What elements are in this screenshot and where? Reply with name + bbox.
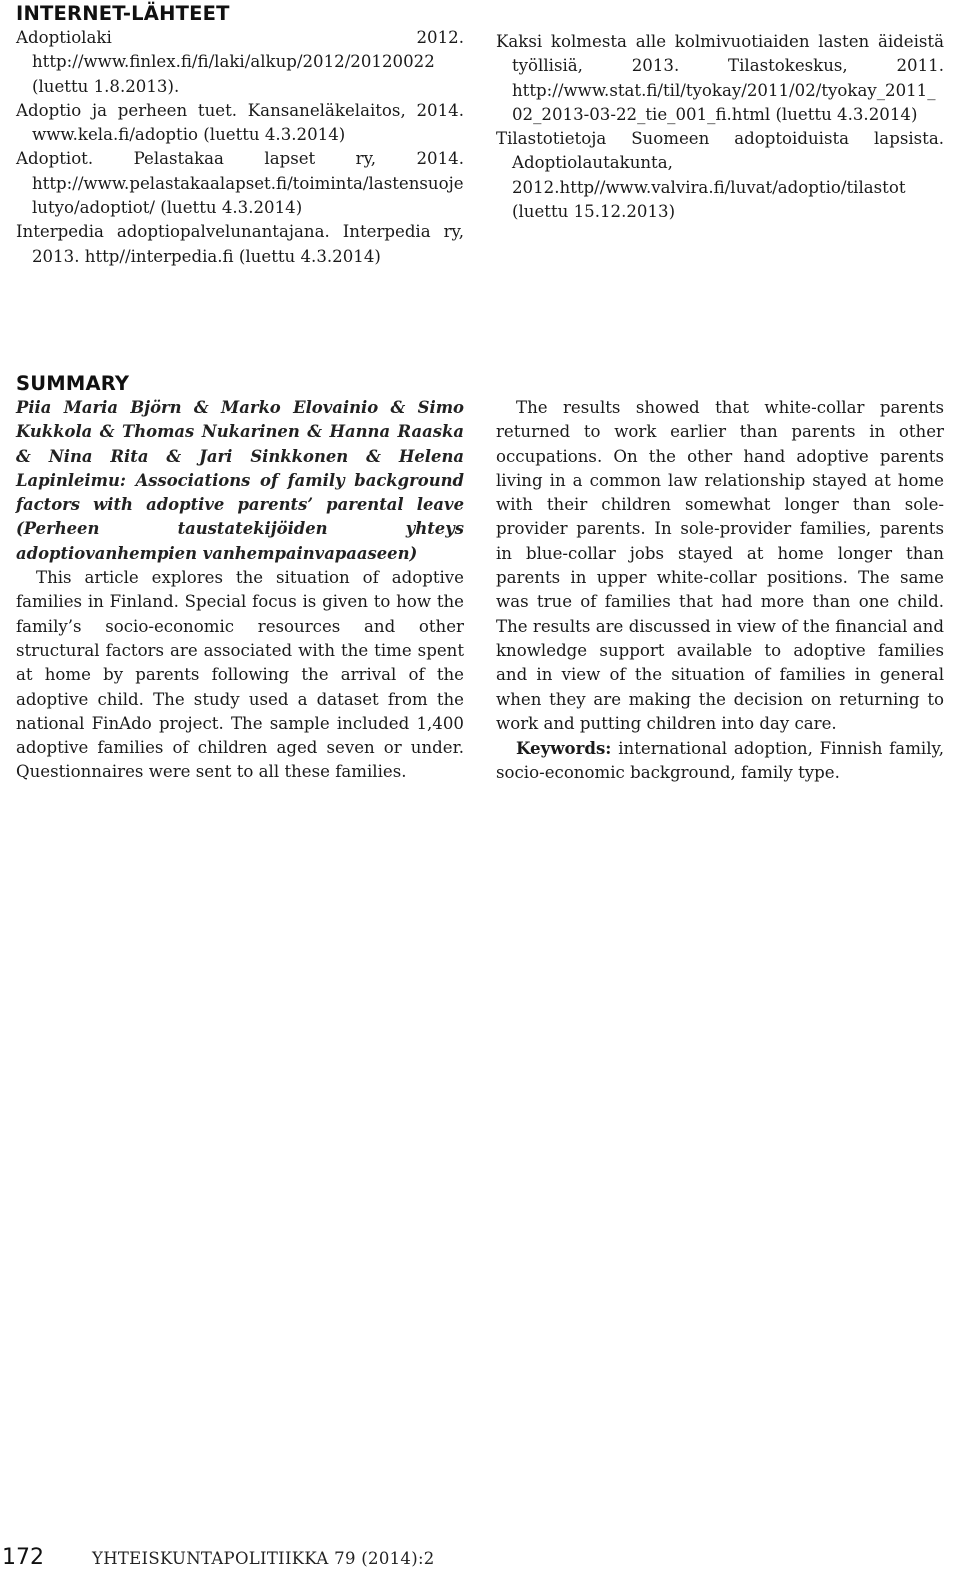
- page-number: 172: [2, 1545, 44, 1570]
- reference-item: Adoptiolaki 2012. http://www.finlex.fi/fi/laki/alkup/2012/20120022 (luettu 1.8.2013).: [16, 28, 464, 96]
- references-left-column: [16, 2, 464, 269]
- reference-item: Adoptio ja perheen tuet. Kansaneläkelaitos, 2014. www.kela.fi/adoptio (luettu 4.3.2014): [16, 100, 464, 145]
- summary-heading: SUMMARY: [16, 372, 130, 395]
- summary-body-left: This article explores the situation of adoptive families in Finland. Special focus is given to how the family’s socio-economic resources and other structural factors are associated with the time spent at home by parents following the arrival of the adoptive child. The study used a dataset from the national FinAdo project. The sample included 1,400 adoptive families of children aged seven or under. Questionnaires were sent to all these families.: [16, 568, 464, 782]
- keywords-text: international adoption, Finnish family, socio-economic background, family type.: [496, 739, 944, 783]
- reference-item: Interpedia adoptiopalvelunantajana. Interpedia ry, 2013. http//interpedia.fi (luettu 4.3.2014): [16, 222, 464, 266]
- keywords-label: Keywords:: [516, 738, 612, 759]
- references-heading: INTERNET-LÄHTEET: [16, 2, 230, 25]
- reference-item: Tilastotietoja Suomeen adoptoiduista lapsista. Adoptiolautakunta, 2012.http//www.valvira.fi/luvat/adoptio/tilastot (luettu 15.12.2013): [496, 129, 944, 222]
- summary-right-column: [496, 396, 944, 786]
- references-right-column: [496, 30, 944, 224]
- summary-authors-title: Piia Maria Björn & Marko Elovainio & Simo Kukkola & Thomas Nukarinen & Hanna Raaska & Nina Rita & Jari Sinkkonen & Helena Lapinleimu: Associations of family background factors with adoptive parents’ parental leave (Perheen taustatekijöiden yhteys adoptiovanhempien vanhempainvapaaseen): [16, 398, 464, 563]
- journal-name: YHTEISKUNTAPOLITIIKKA 79 (2014):2: [92, 1549, 435, 1568]
- reference-item: Kaksi kolmesta alle kolmivuotiaiden lasten äideistä työllisiä, 2013. Tilastokeskus, 2011. http://www.stat.fi/til/tyokay/2011/02/tyokay_2011_02_2013-03-22_tie_001_fi.html (luettu 4.3.2014): [496, 32, 944, 124]
- keywords: [496, 736, 944, 786]
- reference-item: Adoptiot. Pelastakaa lapset ry, 2014. http://www.pelastakaalapset.fi/toiminta/lastensuojelutyo/adoptiot/ (luettu 4.3.2014): [16, 149, 464, 218]
- summary-body-right: The results showed that white-collar parents returned to work earlier than parents in other occupations. On the other hand adoptive parents living in a common law relationship stayed at home with their children somewhat longer than sole-provider parents. In sole-provider families, parents in blue-collar jobs stayed at home longer than parents in upper white-collar positions. The same was true of families that had more than one child. The results are discussed in view of the financial and knowledge support available to adoptive families and in view of the situation of families in general when they are making the decision on returning to work and putting children into day care.: [496, 398, 944, 733]
- page-footer: [0, 1545, 960, 1595]
- summary-left-column: [16, 372, 464, 785]
